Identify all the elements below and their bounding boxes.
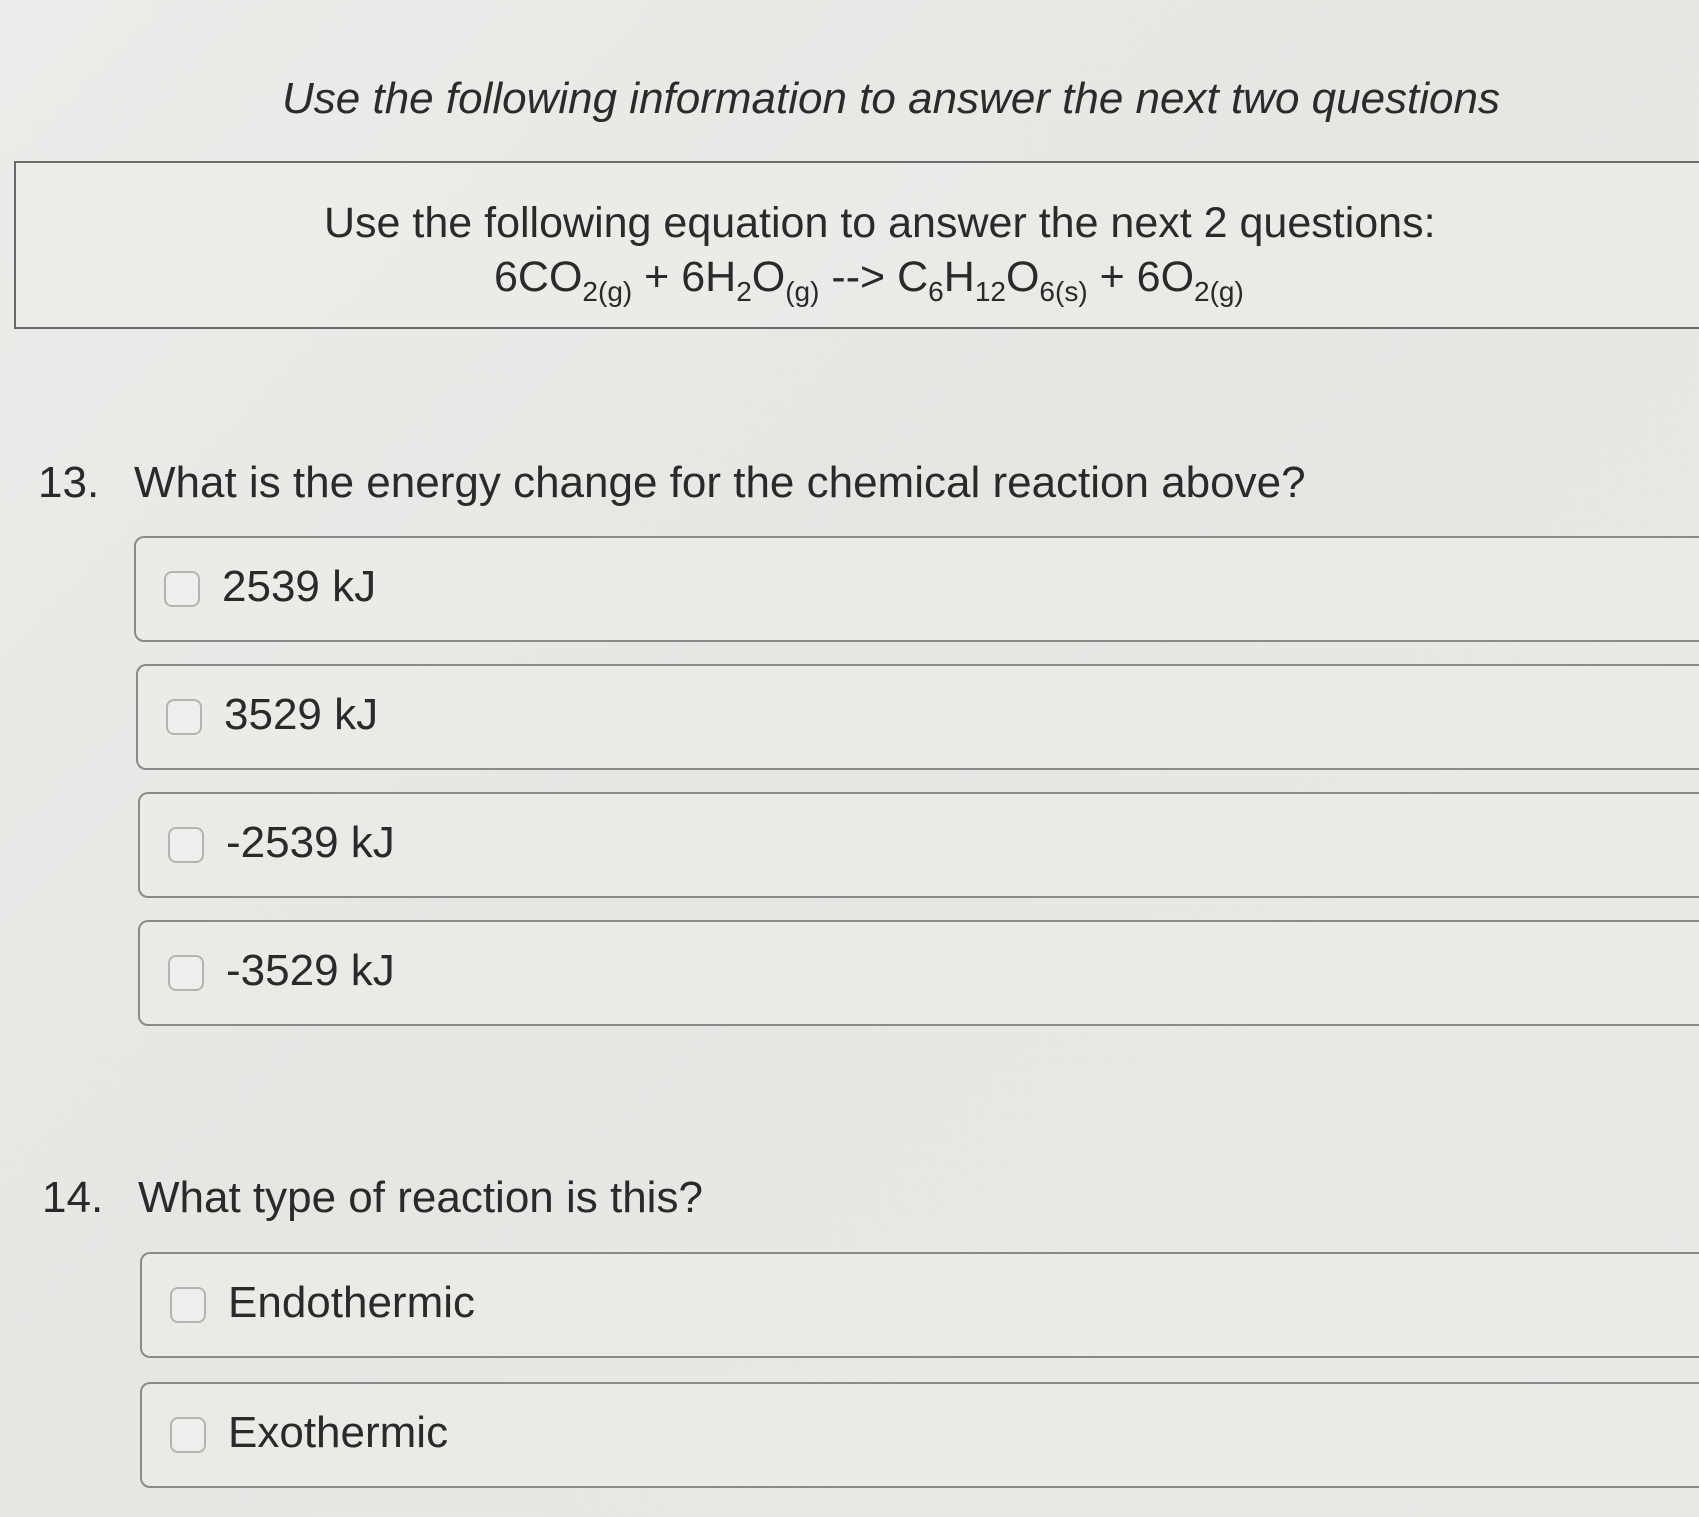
equation-subscript: (g) — [785, 276, 820, 307]
section-heading: Use the following information to answer the next two questions — [282, 74, 1500, 123]
answer-option-13d[interactable] — [138, 920, 1699, 1026]
answer-option-13a[interactable] — [134, 536, 1699, 642]
checkbox-icon[interactable] — [170, 1417, 206, 1453]
equation-instruction: Use the following equation to answer the next 2 questions: — [324, 199, 1436, 247]
question-14 — [42, 1173, 703, 1223]
option-label: Exothermic — [228, 1408, 449, 1457]
answer-option-13b[interactable] — [136, 664, 1699, 770]
option-label: -3529 kJ — [226, 946, 395, 995]
question-text: What is the energy change for the chemical reaction above? — [134, 458, 1306, 507]
equation-subscript: 12 — [974, 276, 1006, 307]
equation-subscript: 6 — [928, 276, 944, 307]
question-text: What type of reaction is this? — [138, 1173, 703, 1222]
equation-part: --> C — [819, 253, 929, 301]
question-13 — [38, 458, 1306, 508]
equation-part: + 6O — [1087, 253, 1195, 301]
answer-option-14b[interactable] — [140, 1382, 1699, 1488]
equation-part: H — [943, 253, 975, 301]
equation-subscript: 6(s) — [1039, 276, 1088, 307]
checkbox-icon[interactable] — [168, 955, 204, 991]
option-label: Endothermic — [228, 1278, 476, 1327]
equation-part: + 6H — [632, 253, 737, 301]
chemical-equation — [494, 253, 1244, 308]
checkbox-icon[interactable] — [170, 1287, 206, 1323]
question-number: 14. — [42, 1173, 104, 1222]
option-label: 2539 kJ — [222, 562, 377, 611]
equation-part: O — [751, 253, 786, 301]
answer-option-14a[interactable] — [140, 1252, 1699, 1358]
equation-info-box — [14, 161, 1699, 329]
option-label: 3529 kJ — [224, 690, 379, 739]
equation-subscript: 2(g) — [1194, 276, 1244, 307]
checkbox-icon[interactable] — [164, 571, 200, 607]
answer-option-13c[interactable] — [138, 792, 1699, 898]
checkbox-icon[interactable] — [166, 699, 202, 735]
checkbox-icon[interactable] — [168, 827, 204, 863]
equation-part: O — [1005, 253, 1040, 301]
equation-part: 6CO — [494, 253, 583, 301]
equation-subscript: 2(g) — [582, 276, 633, 307]
equation-subscript: 2 — [736, 276, 752, 307]
option-label: -2539 kJ — [226, 818, 395, 867]
question-number: 13. — [38, 458, 100, 507]
